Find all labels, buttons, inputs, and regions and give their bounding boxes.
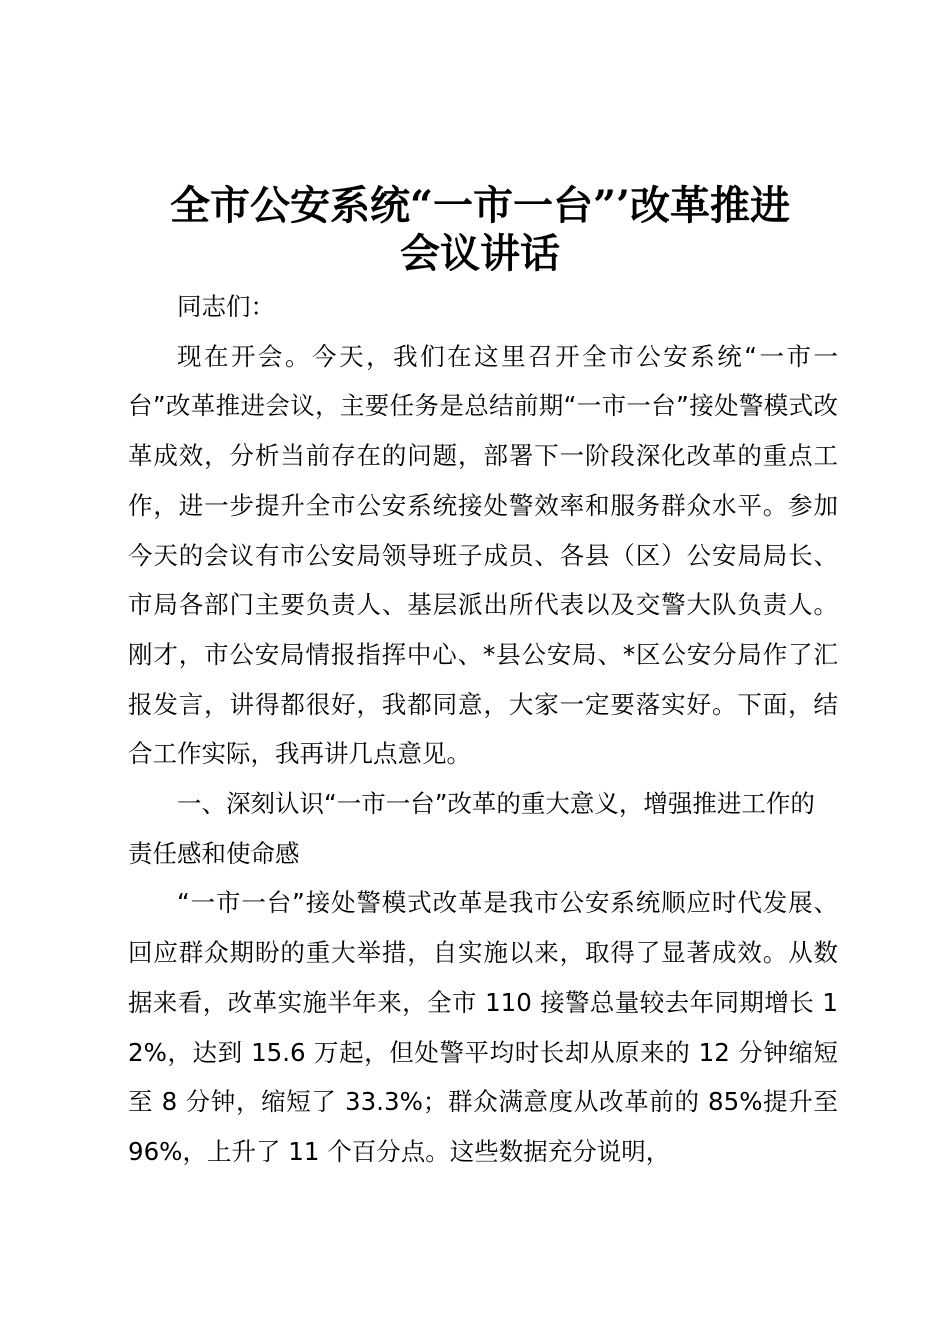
- title-line-2: 会议讲话: [400, 230, 560, 277]
- paragraph-opening: 现在开会。今天，我们在这里召开全市公安系统“一市一台”改革推进会议，主要任务是总结前期“一市一台”接处警模式改革成效，分析当前存在的问题，部署下一阶段深化改革的重点工作，进一步提升全市公安系统接处警效率和服务群众水平。参加今天的会议有市公安局领导班子成员、各县（区）公安局局长、市局各部门主要负责人、基层派出所代表以及交警大队负责人。刚才，市公安局情报指挥中心、*县公安局、*区公安分局作了汇报发言，讲得都很好，我都同意，大家一定要落实好。下面，结合工作实际，我再讲几点意见。: [128, 341, 838, 769]
- salutation: 同志们：: [177, 292, 275, 321]
- section-heading-1: 一、深刻认识“一市一台”改革的重大意义，增强推进工作的责任感和使命感: [128, 789, 815, 868]
- paragraph-reform-results: “一市一台”接处警模式改革是我市公安系统顺应时代发展、回应群众期盼的重大举措，自实施以来，取得了显著成效。从数据来看，改革实施半年来，全市 110 接警总量较去年同期增长 12%，达到 15.6 万起，但处警平均时长却从原来的 12 分钟缩短至 8 分钟，缩短了 33.3%；群众满意度从改革前的 85%提升至 96%，上升了 11 个百分点。这些数据充分说明，: [128, 888, 838, 1166]
- document-title: [110, 182, 850, 278]
- document-body: [128, 282, 838, 1177]
- title-line-1: 全市公安系统“一市一台”’改革推进: [170, 182, 790, 229]
